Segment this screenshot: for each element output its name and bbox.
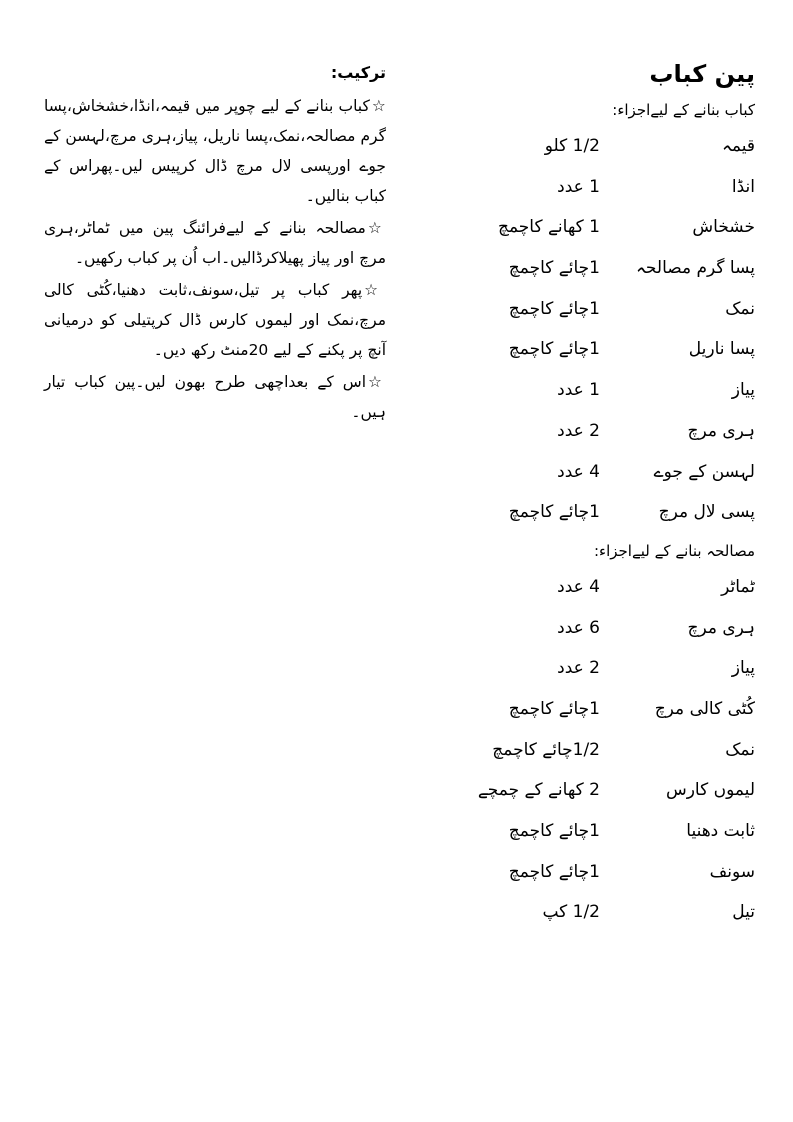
method-steps [44, 91, 386, 427]
ingredient-quantity: 1چائے کاچمچ [508, 861, 600, 882]
ingredient-quantity: 2 عدد [557, 420, 600, 441]
ingredient-name: نمک [725, 298, 755, 319]
ingredient-quantity: 1چائے کاچمچ [508, 698, 600, 719]
star-icon: ☆ [364, 281, 386, 299]
method-heading: ترکیب: [330, 63, 386, 82]
ingredient-name: کُٹی کالی مرچ [654, 698, 755, 719]
ingredient-quantity: 1چائے کاچمچ [508, 821, 600, 841]
ingredient-quantity: 1 عدد [557, 176, 600, 197]
ingredient-quantity: 1 کھانے کاچمچ [497, 217, 600, 238]
ingredient-name: ٹماٹر [721, 576, 755, 597]
ingredient-row [470, 452, 755, 493]
method-step [44, 367, 386, 427]
ingredient-row [470, 648, 755, 689]
ingredient-name: تیل [732, 902, 755, 923]
ingredient-row [470, 492, 755, 533]
star-icon: ☆ [371, 97, 386, 115]
ingredient-row [470, 207, 755, 248]
ingredient-name: لہسن کے جوے [653, 461, 755, 482]
ingredient-row [470, 730, 755, 771]
ingredient-row [470, 411, 755, 452]
ingredient-row [470, 167, 755, 208]
method-step [44, 275, 386, 365]
ingredient-row [470, 811, 755, 852]
ingredients-column [470, 52, 755, 933]
kabab-ingredients-list [470, 126, 755, 533]
ingredient-quantity: 1چائے کاچمچ [508, 258, 600, 279]
ingredient-quantity: 4 عدد [557, 576, 600, 597]
method-step [44, 213, 386, 273]
ingredient-name: ہری مرچ [687, 617, 755, 638]
ingredient-name: ہری مرچ [687, 420, 755, 441]
ingredient-row [470, 892, 755, 933]
star-icon: ☆ [367, 219, 386, 237]
ingredient-quantity: 1چائے کاچمچ [508, 339, 600, 360]
ingredient-name: لیموں کارس [665, 780, 755, 801]
ingredient-quantity: 1/2چائے کاچمچ [492, 739, 600, 760]
ingredient-quantity: 6 عدد [557, 617, 600, 638]
step-text: مصالحہ بنانے کے لیےفرائنگ پین میں ٹماٹر،ہری مرچ اور پیاز پھیلاکرڈالیں۔اب اُن پر کباب رکھیں۔ [44, 219, 386, 267]
step-text: پھر کباب پر تیل،سونف،ثابت دھنیا،کُٹی کالی مرچ،نمک اور لیموں کارس ڈال کرپتیلی کو درمیانی آنچ پر پکنے کے لیے 20منٹ رکھ دیں۔ [44, 281, 386, 359]
ingredient-quantity: 1/2 کلو [544, 136, 600, 156]
ingredient-row [470, 329, 755, 370]
kabab-ingredients-heading: کباب بنانے کے لیےاجزاء: [612, 101, 755, 119]
ingredient-name: پسا گرم مصالحہ [635, 258, 755, 279]
ingredient-row [470, 567, 755, 608]
ingredient-name: نمک [725, 739, 755, 760]
masala-ingredients-heading: مصالحہ بنانے کے لیےاجزاء: [593, 541, 755, 560]
ingredient-quantity: 2 کھانے کے چمچے [477, 780, 600, 801]
ingredient-name: سونف [709, 861, 755, 882]
method-column [44, 55, 386, 429]
ingredient-name: پیاز [731, 658, 755, 679]
ingredient-name: پسی لال مرچ [658, 502, 755, 523]
ingredient-name: ثابت دھنیا [686, 821, 755, 841]
ingredient-row [470, 852, 755, 893]
ingredient-quantity: 2 عدد [557, 658, 600, 679]
ingredient-name: پیاز [731, 380, 755, 401]
recipe-title: پین کباب [649, 60, 755, 88]
ingredient-quantity: 1/2 کپ [542, 902, 600, 923]
method-step [44, 91, 386, 211]
ingredient-name: پسا ناریل [688, 339, 755, 360]
masala-ingredients-list [470, 567, 755, 933]
ingredient-quantity: 1چائے کاچمچ [508, 298, 600, 319]
ingredient-row [470, 689, 755, 730]
ingredient-row [470, 126, 755, 167]
star-icon: ☆ [368, 373, 386, 391]
ingredient-name: خشخاش [692, 217, 755, 238]
step-text: اس کے بعداچھی طرح بھون لیں۔پین کباب تیار ہیں۔ [44, 373, 386, 421]
ingredient-quantity: 4 عدد [557, 461, 600, 482]
ingredient-quantity: 1 عدد [557, 380, 600, 401]
ingredient-row [470, 608, 755, 649]
ingredient-row [470, 370, 755, 411]
ingredient-name: انڈا [731, 176, 755, 197]
ingredient-row [470, 289, 755, 330]
ingredient-row [470, 248, 755, 289]
ingredient-name: قیمہ [721, 136, 755, 156]
ingredient-quantity: 1چائے کاچمچ [508, 502, 600, 523]
step-text: کباب بنانے کے لیے چوپر میں قیمہ،انڈا،خشخاش،پسا گرم مصالحہ،نمک،پسا ناریل، پیاز،ہری مرچ،لہسن کے جوے اورپسی لال مرچ ڈال کرپیس لیں۔پھراس کے کباب بنالیں۔ [44, 97, 386, 205]
ingredient-row [470, 770, 755, 811]
